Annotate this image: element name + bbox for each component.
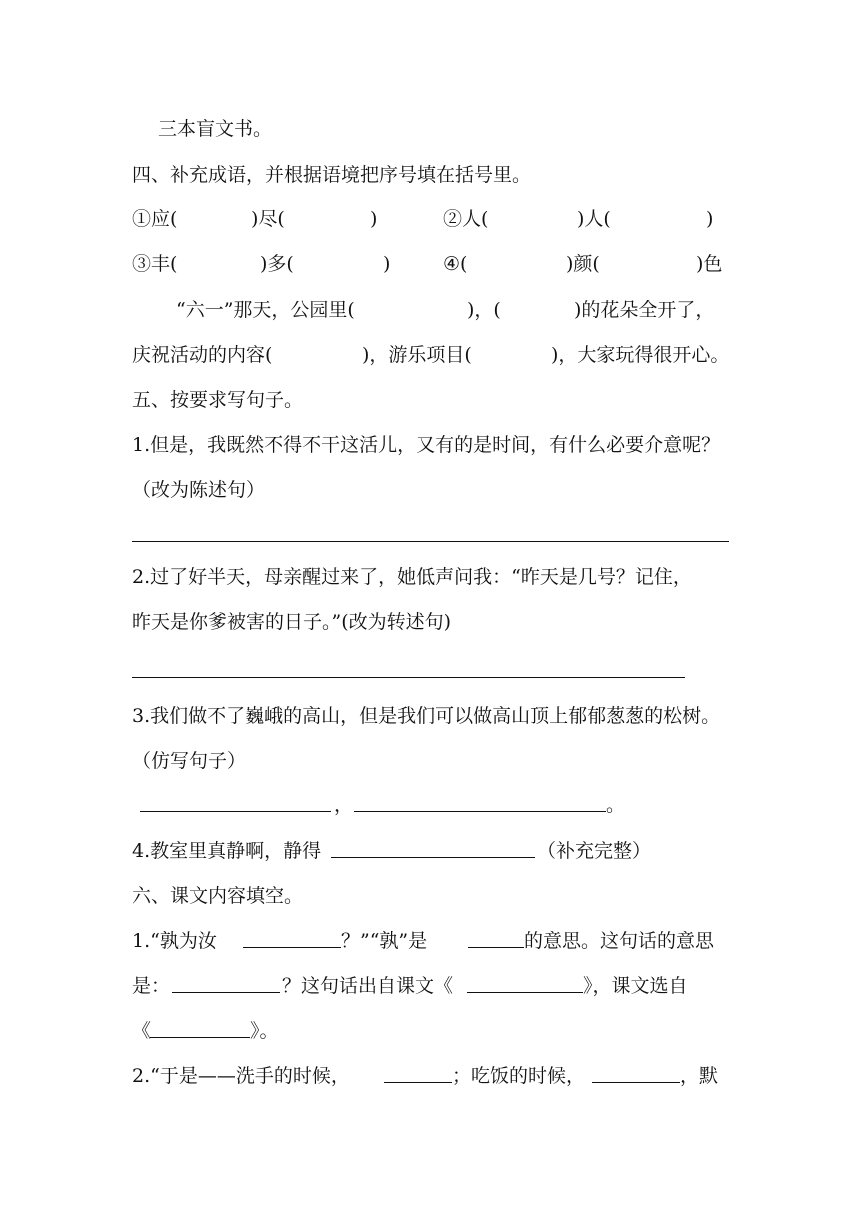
- context-line-2a: 庆祝活动的内容(: [132, 344, 273, 366]
- q1-answer-line[interactable]: [132, 541, 729, 542]
- idiom-2-close: ): [706, 208, 714, 230]
- fill2-blank-2[interactable]: [592, 1082, 680, 1083]
- section-4-title: 四、补充成语，并根据语境把序号填在括号里。: [132, 164, 532, 186]
- idiom-3-open: ③丰(: [132, 253, 178, 275]
- q3-answer-blank-1[interactable]: [140, 811, 331, 812]
- q2-text-line-2: 昨天是你爹被害的日子。”(改为转述句): [132, 611, 452, 633]
- fill1-line3-a: 《: [132, 1020, 152, 1042]
- prev-text-line: 三本盲文书。: [158, 118, 273, 140]
- section-6-title: 六、课文内容填空。: [132, 885, 304, 907]
- section-5-title: 五、按要求写句子。: [132, 389, 304, 411]
- context-line-2c: )，大家玩得很开心。: [551, 344, 730, 366]
- fill1-text-b: ？”“孰”是: [341, 930, 428, 952]
- context-line-1b: )，(: [467, 299, 501, 321]
- fill1-blank-3[interactable]: [172, 992, 280, 993]
- fill1-line2-a: 是：: [132, 975, 171, 997]
- idiom-1-mid: )尽(: [251, 208, 285, 230]
- fill1-line2-c: 》，课文选自: [583, 975, 688, 997]
- q2-answer-line[interactable]: [132, 677, 685, 678]
- idiom-3-close: ): [383, 253, 391, 275]
- q1-instruction: （改为陈述句）: [132, 479, 266, 501]
- fill2-text-b: ；吃饭的时候，: [452, 1065, 586, 1087]
- idiom-2-mid: )人(: [577, 208, 611, 230]
- fill1-blank-4[interactable]: [467, 992, 583, 993]
- idiom-4-mid: )颜(: [566, 253, 600, 275]
- fill2-text-a: 2.“于是——洗手的时候，: [132, 1065, 350, 1087]
- q4-text: 4.教室里真静啊，静得: [132, 840, 322, 862]
- fill1-text-c: 的意思。这句话的意思: [524, 930, 715, 952]
- idiom-1-open: ①应(: [132, 208, 178, 230]
- idiom-3-mid: )多(: [260, 253, 294, 275]
- fill2-text-c: ，默: [680, 1065, 719, 1087]
- q2-text-line-1: 2.过了好半天，母亲醒过来了，她低声问我：“昨天是几号？记住，: [132, 566, 692, 588]
- fill1-blank-1[interactable]: [243, 947, 341, 948]
- q4-answer-blank[interactable]: [331, 857, 535, 858]
- idiom-4-open: ④(: [443, 253, 468, 275]
- fill1-line3-b: 》。: [250, 1020, 279, 1042]
- fill1-text-a: 1.“孰为汝: [132, 930, 217, 952]
- q3-period: 。: [606, 794, 626, 816]
- q3-comma: ，: [334, 794, 354, 816]
- q1-text: 1.但是，我既然不得不干这活儿，又有的是时间，有什么必要介意呢？: [132, 434, 721, 456]
- context-line-1a: “六一”那天，公园里(: [176, 299, 355, 321]
- q3-text: 3.我们做不了巍峨的高山，但是我们可以做高山顶上郁郁葱葱的松树。: [132, 705, 721, 727]
- idiom-4-close: )色: [696, 253, 723, 275]
- q3-instruction: （仿写句子）: [132, 750, 247, 772]
- context-line-2b: )，游乐项目(: [362, 344, 472, 366]
- fill1-blank-5[interactable]: [150, 1037, 250, 1038]
- fill2-blank-1[interactable]: [384, 1082, 452, 1083]
- idiom-2-open: ②人(: [443, 208, 489, 230]
- q4-instruction: （补充完整）: [537, 840, 652, 862]
- fill1-blank-2[interactable]: [468, 947, 524, 948]
- idiom-1-close: ): [370, 208, 378, 230]
- fill1-line2-b: ？这句话出自课文《: [282, 975, 454, 997]
- q3-answer-blank-2[interactable]: [354, 811, 606, 812]
- context-line-1c: )的花朵全开了，: [574, 299, 715, 321]
